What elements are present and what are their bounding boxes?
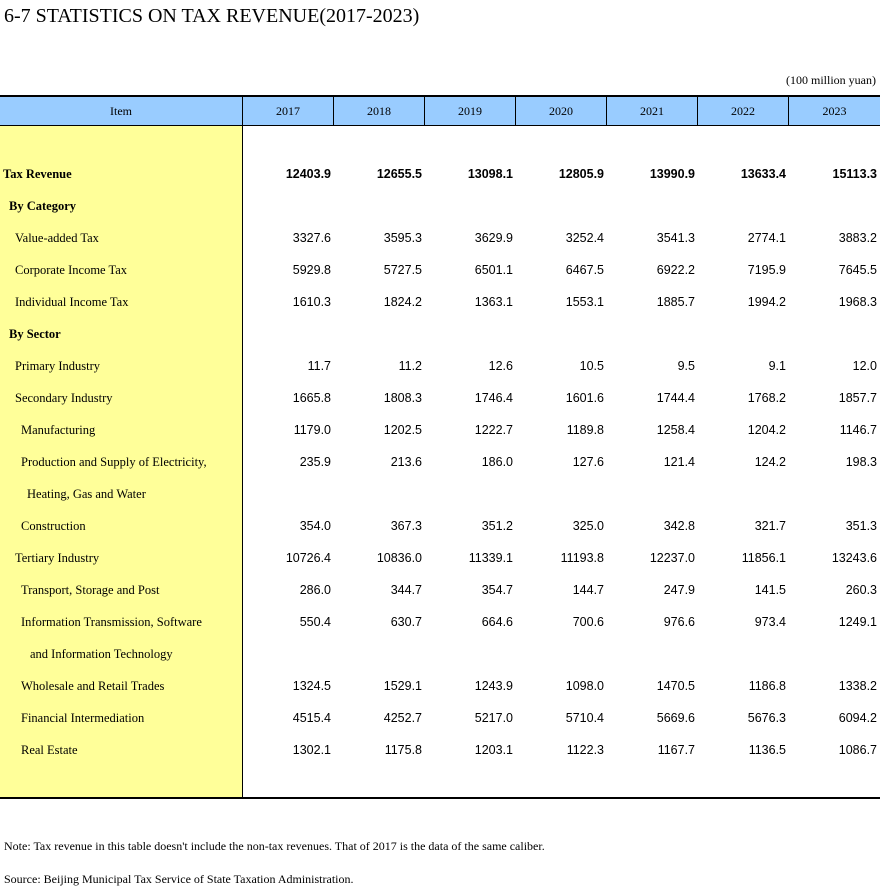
- row-label: Construction: [21, 519, 86, 533]
- cell-value: 6922.2: [656, 263, 695, 277]
- cell-value: 11.2: [398, 359, 422, 373]
- cell-value: 1098.0: [565, 679, 604, 693]
- cell-value: 1968.3: [838, 295, 877, 309]
- row-label: Tax Revenue: [3, 167, 72, 181]
- cell-value: 5217.0: [474, 711, 513, 725]
- cell-value: 213.6: [390, 455, 422, 469]
- cell-value: 3883.2: [838, 231, 877, 245]
- cell-value: 4252.7: [383, 711, 422, 725]
- cell-value: 5669.6: [656, 711, 695, 725]
- cell-value: 351.2: [481, 519, 513, 533]
- cell-value: 10.5: [579, 359, 604, 373]
- cell-value: 342.8: [663, 519, 695, 533]
- header-year: 2022: [698, 97, 789, 125]
- row-label: Individual Income Tax: [15, 295, 129, 309]
- cell-value: 1204.2: [747, 423, 786, 437]
- table-row: [0, 638, 880, 670]
- cell-value: 13098.1: [467, 167, 513, 181]
- table-row: [0, 222, 880, 254]
- header-year: 2021: [607, 97, 698, 125]
- cell-value: 3595.3: [383, 231, 422, 245]
- cell-value: 247.9: [663, 583, 695, 597]
- cell-value: 351.3: [845, 519, 877, 533]
- footnote: Note: Tax revenue in this table doesn't include the non-tax revenues. That of 2017 is the data of the same caliber.: [4, 839, 545, 853]
- cell-value: 1189.8: [566, 423, 604, 437]
- cell-value: 2774.1: [747, 231, 786, 245]
- cell-value: 13633.4: [740, 167, 786, 181]
- cell-value: 1249.1: [838, 615, 877, 629]
- cell-value: 5676.3: [747, 711, 786, 725]
- row-label: Financial Intermediation: [21, 711, 145, 725]
- cell-value: 198.3: [845, 455, 877, 469]
- cell-value: 11856.1: [741, 551, 786, 565]
- cell-value: 1122.3: [566, 743, 604, 757]
- cell-value: 1363.1: [474, 295, 513, 309]
- cell-value: 1744.4: [656, 391, 695, 405]
- cell-value: 12805.9: [558, 167, 604, 181]
- cell-value: 973.4: [754, 615, 786, 629]
- unit-label: (100 million yuan): [786, 73, 876, 87]
- cell-value: 1610.3: [292, 295, 331, 309]
- row-label: By Sector: [9, 327, 61, 341]
- cell-value: 3629.9: [474, 231, 513, 245]
- row-label: Manufacturing: [21, 423, 96, 437]
- table-header: [0, 95, 880, 126]
- row-label: Heating, Gas and Water: [27, 487, 146, 501]
- row-label: Production and Supply of Electricity,: [21, 455, 207, 469]
- cell-value: 1243.9: [474, 679, 513, 693]
- cell-value: 11.7: [307, 359, 331, 373]
- cell-value: 344.7: [390, 583, 422, 597]
- header-year: 2018: [334, 97, 425, 125]
- source-note: Source: Beijing Municipal Tax Service of State Taxation Administration.: [4, 872, 354, 886]
- cell-value: 11193.8: [560, 551, 604, 565]
- cell-value: 1529.1: [383, 679, 422, 693]
- cell-value: 235.9: [299, 455, 331, 469]
- cell-value: 1768.2: [747, 391, 786, 405]
- cell-value: 1302.1: [292, 743, 331, 757]
- row-label: Wholesale and Retail Trades: [21, 679, 165, 693]
- cell-value: 260.3: [845, 583, 877, 597]
- cell-value: 9.5: [677, 359, 695, 373]
- cell-value: 1202.5: [383, 423, 422, 437]
- cell-value: 1553.1: [565, 295, 604, 309]
- cell-value: 1203.1: [474, 743, 513, 757]
- cell-value: 5929.8: [292, 263, 331, 277]
- row-label: Value-added Tax: [15, 231, 99, 245]
- cell-value: 1885.7: [656, 295, 695, 309]
- table-row: [0, 542, 880, 574]
- table-row: [0, 574, 880, 606]
- cell-value: 1179.0: [293, 423, 331, 437]
- cell-value: 12.0: [852, 359, 877, 373]
- cell-value: 12655.5: [376, 167, 422, 181]
- cell-value: 325.0: [572, 519, 604, 533]
- row-label: By Category: [9, 199, 76, 213]
- table-row: [0, 734, 880, 766]
- row-label: Real Estate: [21, 743, 78, 757]
- cell-value: 976.6: [663, 615, 695, 629]
- row-label: Transport, Storage and Post: [21, 583, 160, 597]
- cell-value: 1665.8: [292, 391, 331, 405]
- header-year: 2023: [822, 103, 847, 118]
- table-row: [0, 478, 880, 510]
- cell-value: 286.0: [299, 583, 331, 597]
- cell-value: 1338.2: [838, 679, 877, 693]
- header-item: Item: [0, 97, 243, 125]
- cell-value: 321.7: [754, 519, 786, 533]
- table-row: [0, 350, 880, 382]
- header-year: 2020: [516, 97, 607, 125]
- cell-value: 1175.8: [384, 743, 422, 757]
- cell-value: 12.6: [488, 359, 513, 373]
- cell-value: 1186.8: [748, 679, 786, 693]
- cell-value: 1167.7: [657, 743, 695, 757]
- cell-value: 3541.3: [656, 231, 695, 245]
- cell-value: 1746.4: [474, 391, 513, 405]
- cell-value: 664.6: [481, 615, 513, 629]
- cell-value: 13243.6: [831, 551, 877, 565]
- cell-value: 121.4: [663, 455, 695, 469]
- cell-value: 13990.9: [649, 167, 695, 181]
- cell-value: 10726.4: [285, 551, 331, 565]
- table-row: [0, 286, 880, 318]
- cell-value: 1857.7: [838, 391, 877, 405]
- row-label: Secondary Industry: [15, 391, 113, 405]
- cell-value: 144.7: [572, 583, 604, 597]
- table-row: [0, 510, 880, 542]
- cell-value: 127.6: [572, 455, 604, 469]
- table-row: [0, 190, 880, 222]
- table-row: [0, 670, 880, 702]
- cell-value: 630.7: [390, 615, 422, 629]
- row-label: and Information Technology: [30, 647, 173, 661]
- cell-value: 1146.7: [839, 423, 877, 437]
- page-title: 6-7 STATISTICS ON TAX REVENUE(2017-2023): [4, 5, 420, 27]
- cell-value: 1324.5: [292, 679, 331, 693]
- cell-value: 11339.1: [468, 551, 513, 565]
- cell-value: 6094.2: [838, 711, 877, 725]
- cell-value: 1258.4: [656, 423, 695, 437]
- table-row: [0, 702, 880, 734]
- cell-value: 1601.6: [565, 391, 604, 405]
- cell-value: 7645.5: [838, 263, 877, 277]
- table-row: [0, 606, 880, 638]
- cell-value: 1222.7: [474, 423, 513, 437]
- cell-value: 6501.1: [474, 263, 513, 277]
- cell-value: 3327.6: [292, 231, 331, 245]
- row-label: Information Transmission, Software: [21, 615, 202, 629]
- table-bottom-border: [0, 797, 880, 799]
- table-row: [0, 318, 880, 350]
- cell-value: 6467.5: [565, 263, 604, 277]
- header-year: 2019: [425, 97, 516, 125]
- cell-value: 186.0: [481, 455, 513, 469]
- cell-value: 5727.5: [383, 263, 422, 277]
- cell-value: 1808.3: [383, 391, 422, 405]
- cell-value: 1136.5: [748, 743, 786, 757]
- row-label: Tertiary Industry: [15, 551, 100, 565]
- table-row: [0, 254, 880, 286]
- cell-value: 5710.4: [565, 711, 604, 725]
- cell-value: 1824.2: [383, 295, 422, 309]
- cell-value: 10836.0: [376, 551, 422, 565]
- cell-value: 354.0: [299, 519, 331, 533]
- cell-value: 700.6: [572, 615, 604, 629]
- row-label: Primary Industry: [15, 359, 101, 373]
- header-year: 2017: [243, 97, 334, 125]
- cell-value: 124.2: [754, 455, 786, 469]
- cell-value: 141.5: [754, 583, 786, 597]
- cell-value: 12237.0: [649, 551, 695, 565]
- cell-value: 3252.4: [565, 231, 604, 245]
- table-row: [0, 414, 880, 446]
- cell-value: 1470.5: [656, 679, 695, 693]
- cell-value: 7195.9: [747, 263, 786, 277]
- cell-value: 9.1: [768, 359, 786, 373]
- table-row: [0, 158, 880, 190]
- cell-value: 354.7: [481, 583, 513, 597]
- cell-value: 1994.2: [747, 295, 786, 309]
- cell-value: 4515.4: [292, 711, 331, 725]
- cell-value: 1086.7: [838, 743, 877, 757]
- table-row: [0, 446, 880, 478]
- cell-value: 15113.3: [832, 167, 877, 181]
- cell-value: 550.4: [299, 615, 331, 629]
- row-label: Corporate Income Tax: [15, 263, 128, 277]
- cell-value: 367.3: [390, 519, 422, 533]
- table-row: [0, 382, 880, 414]
- cell-value: 12403.9: [285, 167, 331, 181]
